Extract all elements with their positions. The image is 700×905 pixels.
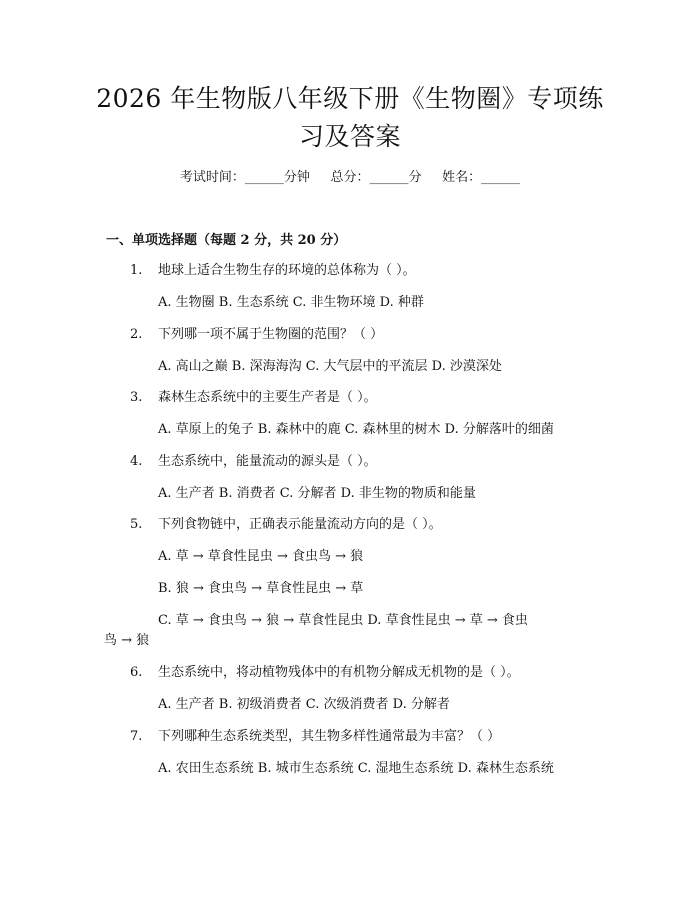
question-5-option-c-d: C. 草 → 食虫鸟 → 狼 → 草食性昆虫 D. 草食性昆虫 → 草 → 食虫 xyxy=(158,613,528,628)
question-text: 下列哪一项不属于生物圈的范围？（ ） xyxy=(158,327,384,342)
question-text: 下列食物链中，正确表示能量流动方向的是（ ）。 xyxy=(158,517,442,532)
question-2 xyxy=(130,326,383,344)
question-7 xyxy=(130,728,500,746)
question-number: 1. xyxy=(130,263,143,278)
question-6 xyxy=(130,664,520,682)
question-2-options: A. 高山之巅 B. 深海海沟 C. 大气层中的平流层 D. 沙漠深处 xyxy=(158,359,502,374)
question-3-options: A. 草原上的兔子 B. 森林中的鹿 C. 森林里的树木 D. 分解落叶的细菌 xyxy=(158,422,554,437)
document-title-line-2: 习及答案 xyxy=(298,122,401,151)
question-1-options: A. 生物圈 B. 生态系统 C. 非生物环境 D. 种群 xyxy=(158,295,424,310)
question-4 xyxy=(130,453,377,471)
question-5-option-b: B. 狼 → 食虫鸟 → 草食性昆虫 → 草 xyxy=(158,581,364,596)
question-1 xyxy=(130,262,416,280)
question-text: 森林生态系统中的主要生产者是（ ）。 xyxy=(158,390,377,405)
question-text: 生态系统中，将动植物残体中的有机物分解成无机物的是（ ）。 xyxy=(158,665,520,680)
question-5-option-a: A. 草 → 草食性昆虫 → 食虫鸟 → 狼 xyxy=(158,549,364,564)
question-5-option-d-continued: 鸟 → 狼 xyxy=(104,633,150,648)
document-title-line-1: 2026 年生物版八年级下册《生物圈》专项练 xyxy=(96,84,604,113)
question-text: 生态系统中，能量流动的源头是（ ）。 xyxy=(158,454,377,469)
question-number: 5. xyxy=(130,517,143,532)
question-5 xyxy=(130,516,442,534)
question-number: 6. xyxy=(130,665,143,680)
question-3 xyxy=(130,389,377,407)
question-number: 4. xyxy=(130,454,143,469)
question-text: 地球上适合生物生存的环境的总体称为（ ）。 xyxy=(158,263,416,278)
question-7-options: A. 农田生态系统 B. 城市生态系统 C. 湿地生态系统 D. 森林生态系统 xyxy=(158,761,554,776)
question-text: 下列哪种生态系统类型，其生物多样性通常最为丰富？（ ） xyxy=(158,729,501,744)
question-number: 7. xyxy=(130,729,143,744)
question-6-options: A. 生产者 B. 初级消费者 C. 次级消费者 D. 分解者 xyxy=(158,697,450,712)
section-heading: 一、单项选择题（每题 2 分，共 20 分） xyxy=(106,233,347,248)
question-number: 3. xyxy=(130,390,143,405)
question-number: 2. xyxy=(130,327,143,342)
exam-info: 考试时间：______分钟 总分：______分 姓名：______ xyxy=(179,170,521,185)
question-4-options: A. 生产者 B. 消费者 C. 分解者 D. 非生物的物质和能量 xyxy=(158,486,476,501)
